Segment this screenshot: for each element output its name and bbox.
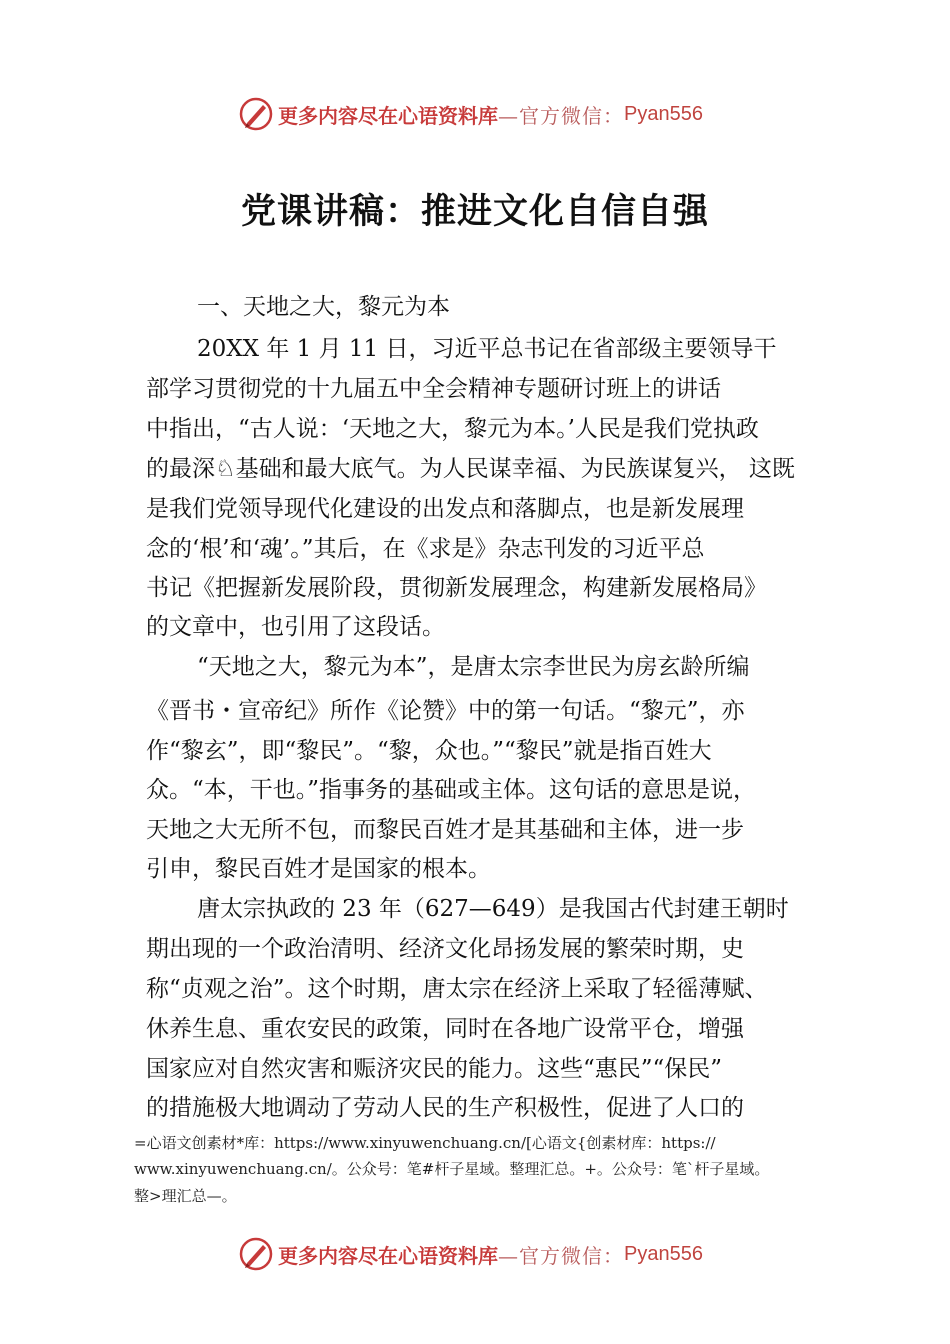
paragraph-line: 国家应对自然灾害和赈济灾民的能力。这些“惠民”“保民” [146, 1056, 723, 1082]
paragraph-line: 称“贞观之治”。这个时期，唐太宗在经济上采取了轻徭薄赋、 [146, 976, 768, 1002]
banner-text-main: 更多内容尽在心语资料库 [278, 103, 498, 128]
paragraph-line: 念的‘根’和‘魂’。”其后，在《求是》杂志刊发的习近平总 [146, 536, 705, 562]
banner-wechat-id: Pyan556 [624, 102, 703, 125]
footer-banner [238, 1236, 703, 1272]
paragraph-line: 引申，黎民百姓才是国家的根本。 [146, 856, 491, 882]
paragraph-line: 的措施极大地调动了劳动人民的生产积极性，促进了人口的 [146, 1095, 744, 1121]
header-banner [238, 96, 703, 132]
paragraph-line: 休养生息、重农安民的政策，同时在各地广设常平仓，增强 [146, 1016, 744, 1042]
banner-wechat-id: Pyan556 [624, 1242, 703, 1265]
paragraph-line: 《晋书・宣帝纪》所作《论赞》中的第一句话。“黎元”，亦 [146, 698, 745, 724]
footnote-line: www.xinyuwenchuang.cn/。公众号：笔#杆子星域。整理汇总。+。公众号：笔`杆子星域。 [134, 1160, 770, 1178]
pen-logo-icon [238, 96, 274, 132]
paragraph-line: 是我们党领导现代化建设的出发点和落脚点，也是新发展理 [146, 496, 744, 522]
paragraph-line: 中指出，“古人说：‘天地之大，黎元为本。’人民是我们党执政 [146, 416, 759, 442]
paragraph-line: 众。“本，干也。”指事务的基础或主体。这句话的意思是说， [146, 777, 757, 803]
banner-text-wechat-label: —官方微信： [498, 103, 624, 128]
paragraph-line: 20XX 年 1 月 11 日，习近平总书记在省部级主要领导干 [197, 336, 777, 362]
paragraph-line: 期出现的一个政治清明、经济文化昂扬发展的繁荣时期，史 [146, 936, 744, 962]
paragraph-line: 部学习贯彻党的十九届五中全会精神专题研讨班上的讲话 [146, 376, 721, 402]
footnote-line: =心语文创素材*库：https://www.xinyuwenchuang.cn/[心语文{创素材库：https:// [134, 1134, 716, 1152]
section-heading: 一、天地之大，黎元为本 [197, 294, 450, 320]
page-title: 党课讲稿：推进文化自信自强 [240, 192, 709, 232]
banner-text-wechat-label: —官方微信： [498, 1243, 624, 1268]
footnote-line: 整>理汇总—。 [134, 1187, 237, 1205]
paragraph-line: “天地之大，黎元为本”，是唐太宗李世民为房玄龄所编 [197, 654, 750, 680]
paragraph-line: 作“黎玄”，即“黎民”。“黎，众也。”“黎民”就是指百姓大 [146, 738, 712, 764]
paragraph-line: 唐太宗执政的 23 年（627—649）是我国古代封建王朝时 [197, 896, 789, 922]
paragraph-line: 天地之大无所不包，而黎民百姓才是其基础和主体，进一步 [146, 817, 744, 843]
banner-text-main: 更多内容尽在心语资料库 [278, 1243, 498, 1268]
paragraph-line: 书记《把握新发展阶段，贯彻新发展理念，构建新发展格局》 [146, 575, 767, 601]
paragraph-line: 的文章中，也引用了这段话。 [146, 614, 445, 640]
paragraph-line: 的最深♘基础和最大底气。为人民谋幸福、为民族谋复兴， 这既 [146, 456, 795, 482]
pen-logo-icon [238, 1236, 274, 1272]
